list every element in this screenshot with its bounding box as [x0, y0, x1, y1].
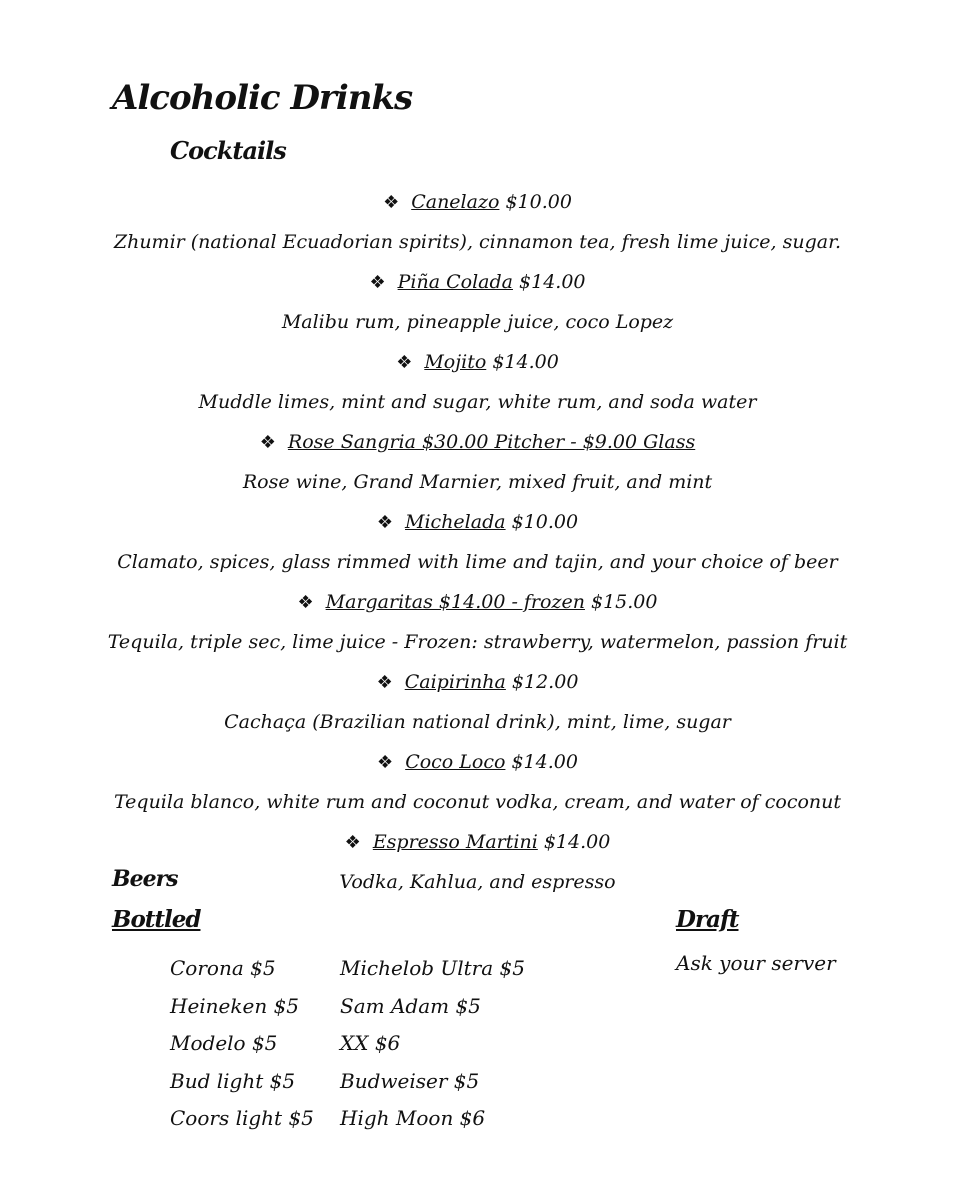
- draft-heading: Draft: [676, 906, 739, 933]
- cocktail-name: Coco Loco: [405, 751, 506, 773]
- cocktail-description: Vodka, Kahlua, and espresso: [339, 871, 616, 893]
- beer-item: Corona $5: [170, 956, 276, 980]
- cocktail-name: Canelazo: [411, 191, 500, 213]
- beer-item: Budweiser $5: [340, 1068, 480, 1093]
- cocktail-name: Caipirinha: [404, 671, 506, 693]
- cocktail-description: Malibu rum, pineapple juice, coco Lopez: [281, 311, 674, 333]
- cocktail-item: [0, 662, 955, 702]
- cocktail-price: $14.00: [519, 271, 586, 293]
- cocktail-description: Zhumir (national Ecuadorian spirits), cinnamon tea, fresh lime juice, sugar.: [113, 231, 842, 253]
- cocktail-item: [0, 502, 955, 542]
- cocktail-item: [0, 742, 955, 782]
- diamond-bullet-icon: ❖: [377, 752, 394, 773]
- cocktails-heading: Cocktails: [170, 136, 286, 165]
- bottled-heading: Bottled: [112, 906, 201, 933]
- cocktail-price: $10.00: [511, 511, 579, 533]
- cocktail-item: [0, 342, 955, 382]
- diamond-bullet-icon: ❖: [376, 672, 393, 693]
- cocktail-description: Cachaça (Brazilian national drink), mint, lime, sugar: [224, 711, 731, 733]
- beer-item: High Moon $6: [340, 1106, 486, 1130]
- beer-item: Sam Adam $5: [340, 993, 481, 1018]
- cocktail-price: $15.00: [591, 591, 658, 613]
- cocktail-name: Margaritas $14.00 - frozen: [325, 591, 585, 613]
- cocktail-name: Espresso Martini: [372, 831, 538, 853]
- draft-note: Ask your server: [676, 951, 836, 975]
- bottled-beer-column-2: [340, 950, 525, 1138]
- cocktail-price: $14.00: [492, 351, 559, 373]
- beer-item: Modelo $5: [170, 1031, 278, 1055]
- diamond-bullet-icon: ❖: [344, 832, 361, 853]
- cocktail-item: [0, 262, 955, 302]
- cocktail-description: Tequila blanco, white rum and coconut vodka, cream, and water of coconut: [113, 791, 842, 813]
- cocktail-item: [0, 422, 955, 462]
- beer-item: Coors light $5: [170, 1106, 314, 1130]
- cocktail-name: Mojito: [424, 351, 487, 373]
- cocktail-price: $12.00: [511, 671, 579, 693]
- cocktail-item: [0, 822, 955, 862]
- cocktail-price: $14.00: [511, 751, 578, 773]
- cocktail-description: Clamato, spices, glass rimmed with lime and tajin, and your choice of beer: [117, 551, 838, 573]
- beer-item: Heineken $5: [170, 993, 300, 1018]
- beers-heading: Beers: [112, 866, 178, 892]
- cocktail-name: Piña Colada: [397, 271, 513, 293]
- beer-item: Bud light $5: [170, 1068, 296, 1093]
- cocktail-name: Michelada: [405, 511, 506, 533]
- cocktail-item: [0, 582, 955, 622]
- diamond-bullet-icon: ❖: [259, 432, 276, 453]
- beer-item: Michelob Ultra $5: [340, 956, 525, 980]
- cocktail-item: [0, 182, 955, 222]
- beer-item: XX $6: [340, 1031, 401, 1055]
- menu-title: Alcoholic Drinks: [112, 78, 413, 118]
- diamond-bullet-icon: ❖: [396, 352, 413, 373]
- diamond-bullet-icon: ❖: [369, 272, 386, 293]
- cocktail-description: Tequila, triple sec, lime juice - Frozen: strawberry, watermelon, passion fruit: [107, 631, 848, 653]
- cocktail-description: Muddle limes, mint and sugar, white rum, and soda water: [198, 391, 757, 413]
- cocktail-name: Rose Sangria $30.00 Pitcher - $9.00 Glass: [287, 431, 696, 453]
- diamond-bullet-icon: ❖: [297, 592, 314, 613]
- cocktail-price: $10.00: [505, 191, 572, 213]
- cocktail-price: $14.00: [543, 831, 611, 853]
- bottled-beer-column-1: [170, 950, 314, 1138]
- cocktail-list: [0, 182, 955, 902]
- cocktail-description: Rose wine, Grand Marnier, mixed fruit, and mint: [242, 471, 713, 493]
- diamond-bullet-icon: ❖: [383, 192, 400, 213]
- diamond-bullet-icon: ❖: [376, 512, 394, 533]
